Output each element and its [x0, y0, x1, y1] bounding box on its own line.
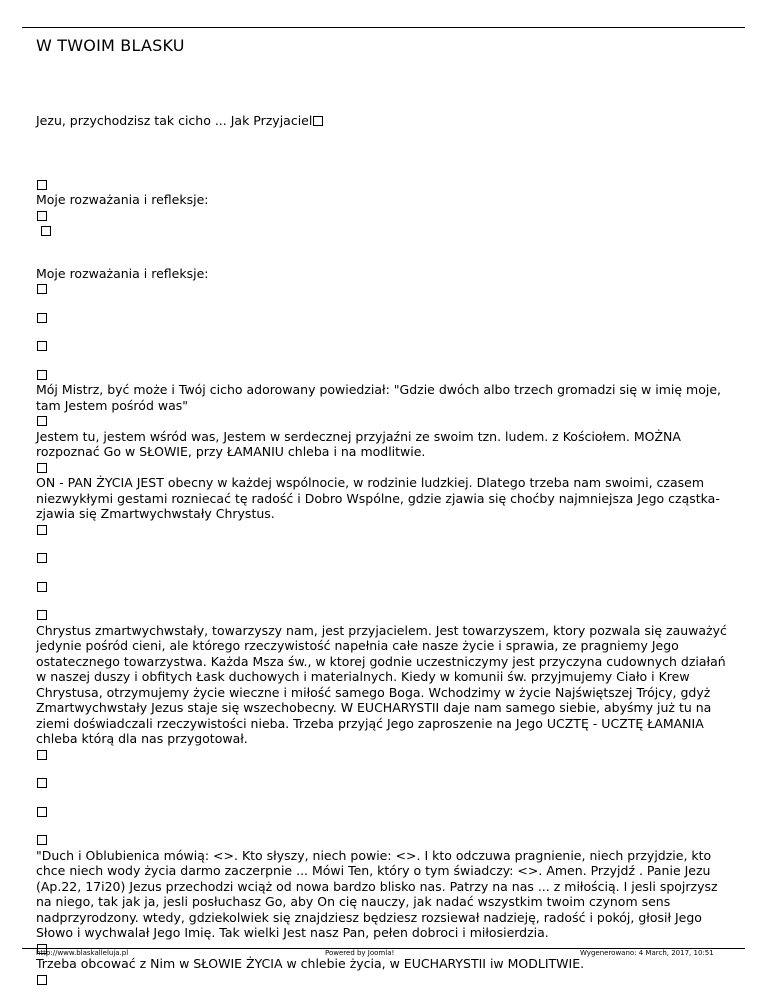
missing-glyph-icon: [37, 553, 47, 563]
missing-glyph-icon: [37, 313, 47, 323]
missing-glyph-icon: [37, 750, 47, 760]
page-title: W TWOIM BLASKU: [36, 36, 185, 55]
intro-line: [36, 113, 736, 129]
missing-glyph-icon: [37, 610, 47, 620]
paragraph-on: ON - PAN ŻYCIA JEST obecny w każdej wspólnocie, w rodzinie ludzkiej. Dlatego trzeba nam swoimi, czasem niezwykłymi gestami rozniecać tę radość i Dobro Wspólne, gdzie zjawia się choćby najmniejsza Jego cząstka-zjawia się Zmartwychwstały Chrystus.: [36, 475, 720, 521]
missing-glyph-icon: [37, 835, 47, 845]
footer-powered: Powered by Joomla!: [325, 949, 395, 957]
reflections-label: Moje rozważania i refleksje:: [36, 265, 209, 281]
footer-url: http://www.blaskalleluja.pl: [36, 949, 129, 957]
footer-generated: Wygenerowano: 4 March, 2017, 10:51: [580, 949, 714, 957]
missing-glyph-icon: [37, 370, 47, 380]
paragraph-chrystus: Chrystus zmartwychwstały, towarzyszy nam, jest przyjacielem. Jest towarzyszem, ktory pozwala się zauważyć jedynie pośród cieni, ale którego rzeczywistość napełnia całe nasze życie i sprawia, ze pragniemy Jego ostatecznego towarzystwa. Każda Msza św., w ktorej godnie uczestniczymy jest przyczyna cudownych działań w naszej duszy i obfitych Łask duchowych i materialnych. Kiedy w komunii św. przyjmujemy Ciało i Krew Chrystusa, otrzymujemy życie wieczne i miłość samego Boga. Wchodzimy w życie Najświętszej Trójcy, gdyż Zmartwychwstały Jezus staje się wszechobecny. W EUCHARYSTII daje nam samego siebie, abyśmy już tu na ziemi doświadczali rzeczywistości nieba. Trzeba przyjąć Jego zaproszenie na Jego UCZTĘ - UCZTĘ ŁAMANIA chleba którą dla nas przygotował.: [36, 622, 727, 746]
missing-glyph-icon: [37, 341, 47, 351]
header-rule: [22, 27, 745, 28]
missing-glyph-icon: [313, 116, 323, 126]
missing-glyph-icon: [37, 180, 47, 190]
intro-text: Jezu, przychodzisz tak cicho ... Jak Przyjaciel: [36, 113, 313, 128]
missing-glyph-icon: [37, 211, 47, 221]
missing-glyph-icon: [37, 778, 47, 788]
paragraph-duch: "Duch i Oblubienica mówią: <>. Kto słyszy, niech powie: <>. I kto odczuwa pragnienie, niech przyjdzie, kto chce niech wody życia darmo zaczerpnie ... Mówi Ten, który o tym świadczy: <>. Amen. Przyjdź . Panie Jezu (Ap.22, 17i20) Jezus przechodzi wciąż od nowa bardzo blisko nas. Patrzy na nas ... z miłością. I jesli spojrzysz na niego, tak jak ja, jesli posłuchasz Go, aby On cię nauczy, jak nadać wszystkim twoim czynom sens nadprzyrodzony. wtedy, gdziekolwiek się znajdziesz będziesz rozsiewał nadzieję, radość i pokój, głosił Jego Słowo i wychwalał Jego Imię. Tak wielki Jest nasz Pan, pełen dobroci i miłosierdzia.: [36, 847, 718, 940]
article-body: [36, 113, 736, 987]
paragraph-trzeba: Trzeba obcować z Nim w SŁOWIE ŻYCIA w chlebie życia, w EUCHARYSTII iw MODLITWIE.: [36, 956, 585, 971]
paragraph-mistrz: Mój Mistrz, być może i Twój cicho adorowany powiedział: "Gdzie dwóch albo trzech gromadzi się w imię moje, tam Jestem pośród was": [36, 382, 721, 413]
paragraph-jestem: Jestem tu, jestem wśród was, Jestem w serdecznej przyjaźni ze swoim tzn. ludem. z Kościołem. MOŻNA rozpoznać Go w SŁOWIE, przy ŁAMANIU chleba i na modlitwie.: [36, 428, 681, 459]
missing-glyph-icon: [37, 807, 47, 817]
missing-glyph-icon: [37, 416, 47, 426]
reflections-label: Moje rozważania i refleksje:: [36, 192, 209, 207]
missing-glyph-icon: [37, 582, 47, 592]
missing-glyph-icon: [41, 226, 51, 236]
missing-glyph-icon: [37, 525, 47, 535]
missing-glyph-icon: [37, 463, 47, 473]
missing-glyph-icon: [37, 975, 47, 985]
missing-glyph-icon: [37, 284, 47, 294]
